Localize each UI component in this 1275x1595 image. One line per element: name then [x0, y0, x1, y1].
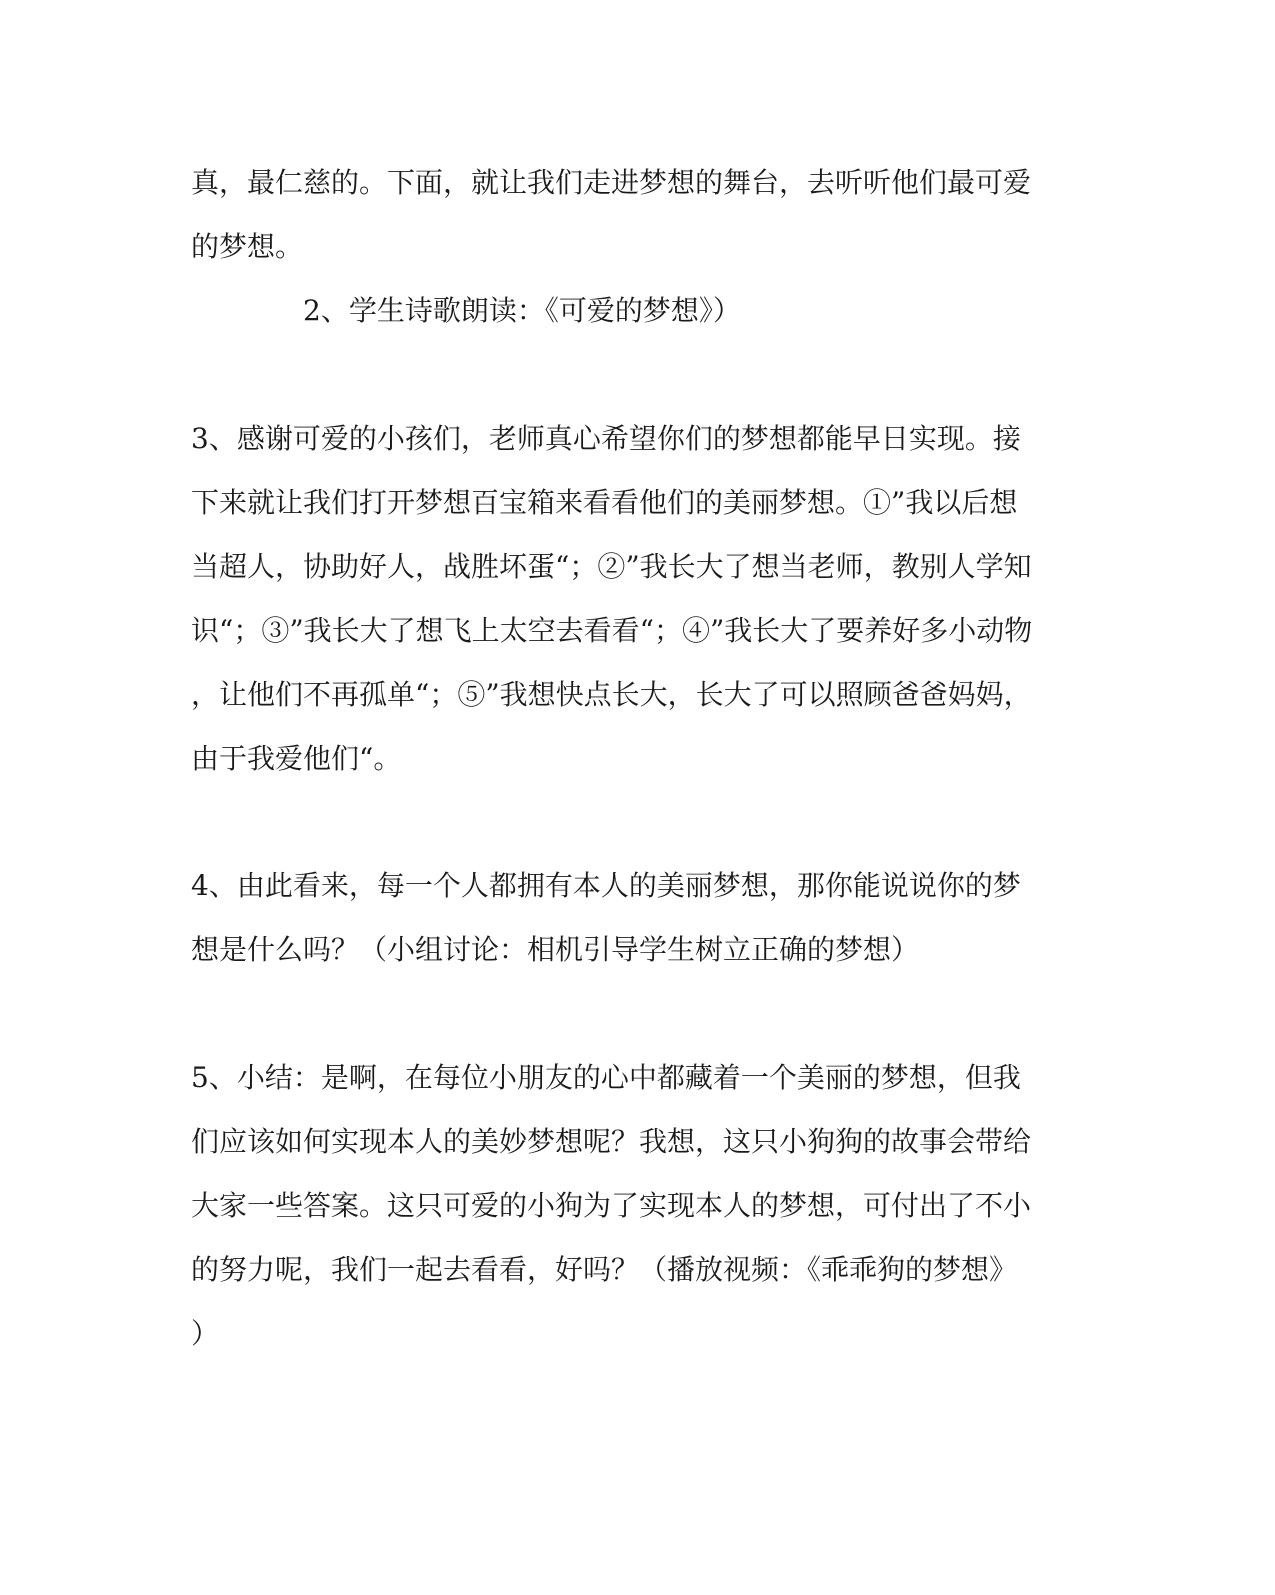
- text-line: 们应该如何实现本人的美妙梦想呢？我想，这只小狗狗的故事会带给: [191, 1125, 1032, 1158]
- text-line: ）: [191, 1317, 220, 1350]
- text-line: 4、由此看来，每一个人都拥有本人的美丽梦想，那你能说说你的梦: [191, 869, 1021, 902]
- text-line: 下来就让我们打开梦想百宝箱来看看他们的美丽梦想。①”我以后想: [191, 486, 1018, 519]
- text-line: 的努力呢，我们一起去看看，好吗？（播放视频：《乖乖狗的梦想》: [191, 1253, 1018, 1286]
- text-line: 的梦想。: [191, 230, 304, 263]
- text-line: 5、小结：是啊，在每位小朋友的心中都藏着一个美丽的梦想，但我: [191, 1061, 1021, 1094]
- text-line: 想是什么吗？（小组讨论：相机引导学生树立正确的梦想）: [191, 933, 920, 966]
- text-line: 识“；③”我长大了想飞上太空去看看“；④”我长大了要养好多小动物: [191, 614, 1033, 647]
- text-line: 由于我爱他们“。: [191, 742, 402, 775]
- text-line: 真，最仁慈的。下面，就让我们走进梦想的舞台，去听听他们最可爱: [191, 166, 1032, 199]
- text-line: 2、学生诗歌朗读：《可爱的梦想》）: [303, 294, 741, 327]
- text-line: ，让他们不再孤单“；⑤”我想快点长大，长大了可以照顾爸爸妈妈，: [191, 678, 1032, 711]
- text-line: 当超人，协助好人，战胜坏蛋“；②”我长大了想当老师，教别人学知: [191, 550, 1032, 583]
- text-line: 大家一些答案。这只可爱的小狗为了实现本人的梦想，可付出了不小: [191, 1189, 1032, 1222]
- text-line: 3、感谢可爱的小孩们，老师真心希望你们的梦想都能早日实现。接: [191, 422, 1021, 455]
